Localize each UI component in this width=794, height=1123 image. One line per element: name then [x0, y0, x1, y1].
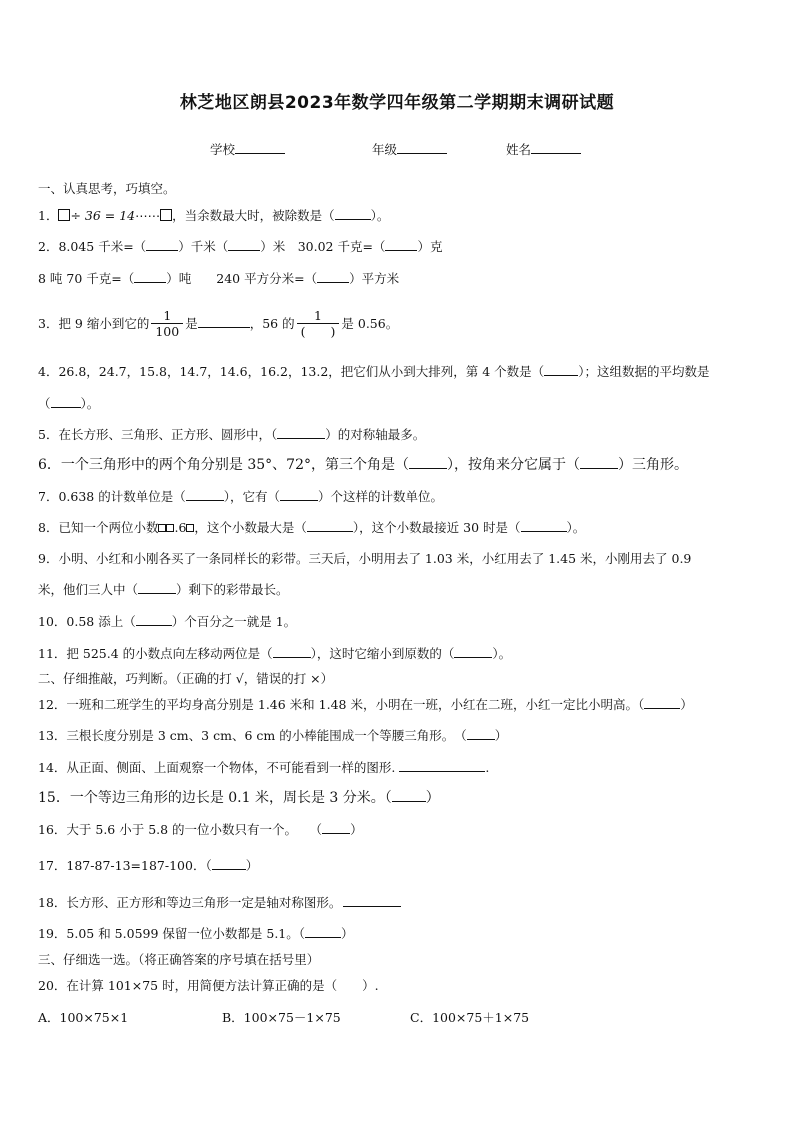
question-4-line-2: （ ）。 [38, 396, 100, 411]
answer-blank[interactable] [580, 457, 618, 469]
answer-blank[interactable] [399, 760, 485, 772]
question-14: 14．从正面、侧面、上面观察一个物体，不可能看到一样的图形. . [38, 760, 490, 775]
answer-blank[interactable] [212, 858, 246, 870]
option-b[interactable]: B．100×75－1×75 [222, 1010, 341, 1025]
answer-blank[interactable] [138, 582, 176, 594]
digit-box[interactable] [158, 524, 166, 532]
question-16: 16．大于 5.6 小于 5.8 的一位小数只有一个。 （ ） [38, 822, 363, 837]
answer-blank[interactable] [228, 239, 260, 251]
question-20: 20．在计算 101×75 时，用简便方法计算正确的是（ ）. [38, 978, 379, 993]
question-4-line-1: 4．26.8，24.7，15.8，14.7，14.6，16.2，13.2，把它们从小到大排列，第 4 个数是（ ）；这组数据的平均数是 [38, 364, 710, 379]
answer-blank[interactable] [544, 364, 578, 376]
question-5: 5．在长方形、三角形、正方形、圆形中，（ ）的对称轴最多。 [38, 427, 426, 442]
answer-blank[interactable] [51, 396, 81, 408]
answer-blank[interactable] [454, 646, 492, 658]
answer-blank[interactable] [136, 614, 172, 626]
answer-blank[interactable] [134, 271, 166, 283]
option-c[interactable]: C．100×75＋1×75 [410, 1010, 530, 1025]
question-12: 12．一班和二班学生的平均身高分别是 1.46 米和 1.48 米，小明在一班，小红在二班，小红一定比小明高。（ ） [38, 697, 693, 712]
question-6: 6．一个三角形中的两个角分别是 35°、72°，第三个角是（ ），按角来分它属于（ ）三角形。 [38, 457, 688, 473]
question-10: 10．0.58 添上（ ）个百分之一就是 1。 [38, 614, 297, 629]
question-13: 13．三根长度分别是 3 cm、3 cm、6 cm 的小棒能围成一个等腰三角形。 （ ） [38, 728, 508, 743]
grade-blank[interactable] [397, 141, 447, 154]
answer-blank[interactable] [335, 208, 371, 220]
answer-blank[interactable] [198, 316, 250, 328]
blank-box[interactable] [58, 209, 70, 221]
answer-blank[interactable] [385, 239, 417, 251]
answer-blank[interactable] [277, 427, 325, 439]
question-1: 1． ÷ 36 = 14⋯⋯ ，当余数最大时，被除数是（ ）。 [38, 208, 390, 223]
answer-blank[interactable] [305, 926, 341, 938]
section-3-heading: 三、仔细选一选。（将正确答案的序号填在括号里） [38, 952, 320, 967]
answer-blank[interactable] [280, 489, 318, 501]
page-title: 林芝地区朗县2023年数学四年级第二学期期末调研试题 [179, 93, 615, 113]
answer-blank[interactable] [409, 457, 447, 469]
answer-blank[interactable] [317, 271, 349, 283]
grade-label: 年级 [372, 142, 398, 157]
answer-blank[interactable] [521, 520, 567, 532]
answer-blank[interactable] [322, 822, 350, 834]
section-2-heading: 二、仔细推敲，巧判断。（正确的打 √，错误的打 ×） [38, 671, 334, 686]
answer-blank[interactable] [273, 646, 311, 658]
question-9-line-1: 9．小明、小红和小刚各买了一条同样长的彩带。三天后，小明用去了 1.03 米，小红用去了 1.45 米，小刚用去了 0.9 [38, 551, 692, 566]
answer-blank[interactable] [644, 697, 680, 709]
question-2-line-2: 8 吨 70 千克=（ ）吨 240 平方分米=（ ）平方米 [38, 271, 400, 286]
question-9-line-2: 米，他们三人中（ ）剩下的彩带最长。 [38, 582, 289, 597]
answer-blank[interactable] [343, 895, 401, 907]
answer-blank[interactable] [307, 520, 353, 532]
question-18: 18．长方形、正方形和等边三角形一定是轴对称图形。 [38, 895, 401, 911]
grade-field [372, 140, 447, 158]
question-11: 11．把 525.4 的小数点向左移动两位是（ ），这时它缩小到原数的（ ）。 [38, 646, 512, 661]
question-7: 7．0.638 的计数单位是（ ），它有（ ）个这样的计数单位。 [38, 489, 443, 504]
school-label: 学校 [210, 142, 236, 157]
school-blank[interactable] [235, 141, 285, 154]
answer-blank[interactable] [146, 239, 178, 251]
answer-blank[interactable] [392, 790, 426, 802]
question-3: 3．把 9 缩小到它的 $\frac{1}{100}$ 是 ，56 的 $\frac{1}{( )}$ 是 0.56。 [38, 308, 399, 339]
school-field [210, 140, 285, 158]
question-2-line-1: 2．8.045 千米=（ ）千米（ ）米 30.02 千克=（ ）克 [38, 239, 443, 254]
name-label: 姓名 [506, 142, 532, 157]
question-8: 8．已知一个两位小数 .6 ，这个小数最大是（ ），这个小数最接近 30 时是（ ）。 [38, 520, 586, 535]
answer-blank[interactable] [186, 489, 224, 501]
option-a[interactable]: A．100×75×1 [38, 1010, 129, 1025]
fraction: $\frac{1}{100}$ [151, 309, 183, 340]
section-1-heading: 一、认真思考，巧填空。 [38, 181, 176, 196]
blank-box[interactable] [160, 209, 172, 221]
question-17: 17．187-87-13=187-100．（ ） [38, 858, 259, 873]
fraction: $\frac{1}{( )}$ [297, 309, 340, 340]
name-blank[interactable] [531, 141, 581, 154]
question-15: 15．一个等边三角形的边长是 0.1 米，周长是 3 分米。（ ） [38, 790, 440, 806]
answer-blank[interactable] [467, 728, 495, 740]
question-19: 19．5.05 和 5.0599 保留一位小数都是 5.1。（ ） [38, 926, 354, 941]
name-field [506, 140, 581, 158]
